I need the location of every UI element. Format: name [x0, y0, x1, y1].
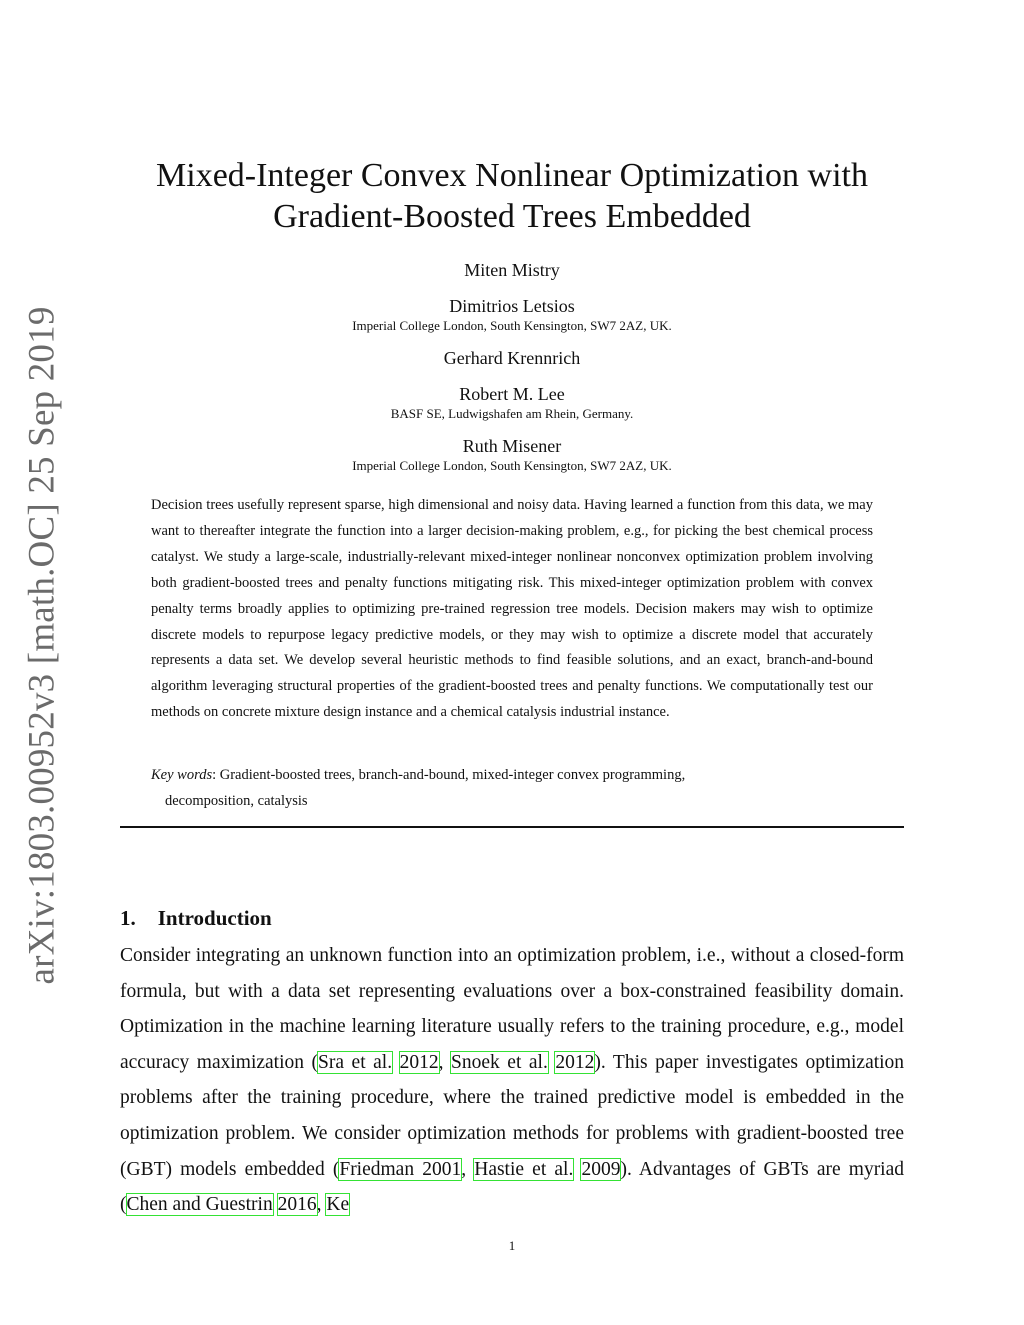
keywords: Key words: Gradient-boosted trees, branch-and-bound, mixed-integer convex programming, decomposition, catalysis	[151, 762, 873, 814]
arxiv-identifier: arXiv:1803.00952v3 [math.OC] 25 Sep 2019	[21, 305, 63, 985]
citation-link[interactable]: Friedman 2001	[339, 1158, 462, 1180]
citation-link[interactable]: Sra et al.	[318, 1051, 393, 1073]
section-heading	[120, 906, 272, 931]
intro-text: ,	[438, 1051, 452, 1073]
author-name: Gerhard Krennrich	[443, 348, 581, 368]
citation-link[interactable]: Hastie et al.	[474, 1158, 574, 1180]
citation-link[interactable]: Chen and Guestrin	[126, 1194, 273, 1216]
arxiv-stamp	[12, 305, 72, 985]
citation-link[interactable]: 2012	[399, 1051, 439, 1073]
author-affiliation: Imperial College London, South Kensington, SW7 2AZ, UK.	[352, 318, 672, 333]
author-name: Miten Mistry	[464, 260, 560, 280]
paper-title	[120, 155, 904, 237]
citation-link[interactable]: Ke	[326, 1194, 350, 1216]
intro-text: ,	[461, 1158, 475, 1180]
page-number: 1	[508, 1238, 516, 1253]
keywords-line-2: decomposition, catalysis	[165, 793, 308, 809]
citation-link[interactable]: 2009	[581, 1158, 621, 1180]
keywords-label: Key words	[151, 767, 213, 783]
section-number: 1.	[120, 906, 136, 930]
section-divider	[120, 826, 904, 828]
author-affiliation: Imperial College London, South Kensington, SW7 2AZ, UK.	[352, 458, 672, 473]
author-affiliation: BASF SE, Ludwigshafen am Rhein, Germany.	[390, 406, 634, 421]
intro-paragraph	[120, 938, 904, 1223]
abstract: Decision trees usefully represent sparse, high dimensional and noisy data. Having learned a function from this data, we may want to thereafter integrate the function into a larger decision-making problem, e.g., for picking the best chemical process catalyst. We study a large-scale, industrially-relevant mixed-integer nonlinear nonconvex optimization problem involving both gradient-boosted trees and penalty functions mitigating risk. This mixed-integer optimization problem with convex penalty terms broadly applies to optimizing pre-trained regression tree models. Decision makers may wish to optimize discrete models to repurpose legacy predictive models, or they may wish to optimize a discrete model that accurately represents a data set. We develop several heuristic methods to find feasible solutions, and an exact, branch-and-bound algorithm leveraging structural properties of the gradient-boosted trees and penalty functions. We computationally test our methods on concrete mixture design instance and a chemical catalysis industrial instance.	[151, 497, 873, 721]
author-block	[120, 258, 904, 486]
title-line-1: Mixed-Integer Convex Nonlinear Optimization with	[156, 157, 868, 194]
section-title: Introduction	[157, 906, 272, 930]
intro-text: ,	[316, 1194, 327, 1216]
intro-text: ). This paper investigates optimization problems after the training procedure, where the trained predictive model is embedded in the optimization problem. We consider optimization methods for problems with gradient-boosted tree (GBT) models embedded (	[120, 1051, 905, 1180]
author-name: Dimitrios Letsios	[449, 296, 575, 316]
author-name: Ruth Misener	[462, 436, 562, 456]
intro-text: ). Advantages of GBTs are myriad (	[120, 1158, 905, 1216]
keywords-line-1: Gradient-boosted trees, branch-and-bound, mixed-integer convex programming,	[219, 767, 686, 783]
author-name: Robert M. Lee	[459, 384, 565, 404]
citation-link[interactable]: 2012	[555, 1051, 595, 1073]
citation-link[interactable]: 2016	[277, 1194, 317, 1216]
intro-text: Consider integrating an unknown function into an optimization problem, i.e., without a closed-form formula, but with a data set representing evaluations over a box-constrained feasibility domain. Optimization in the machine learning literature usually refers to the training procedure, e.g., model accuracy maximization (	[120, 945, 904, 1073]
citation-link[interactable]: Snoek et al.	[451, 1051, 548, 1073]
title-line-2: Gradient-Boosted Trees Embedded	[273, 198, 751, 235]
